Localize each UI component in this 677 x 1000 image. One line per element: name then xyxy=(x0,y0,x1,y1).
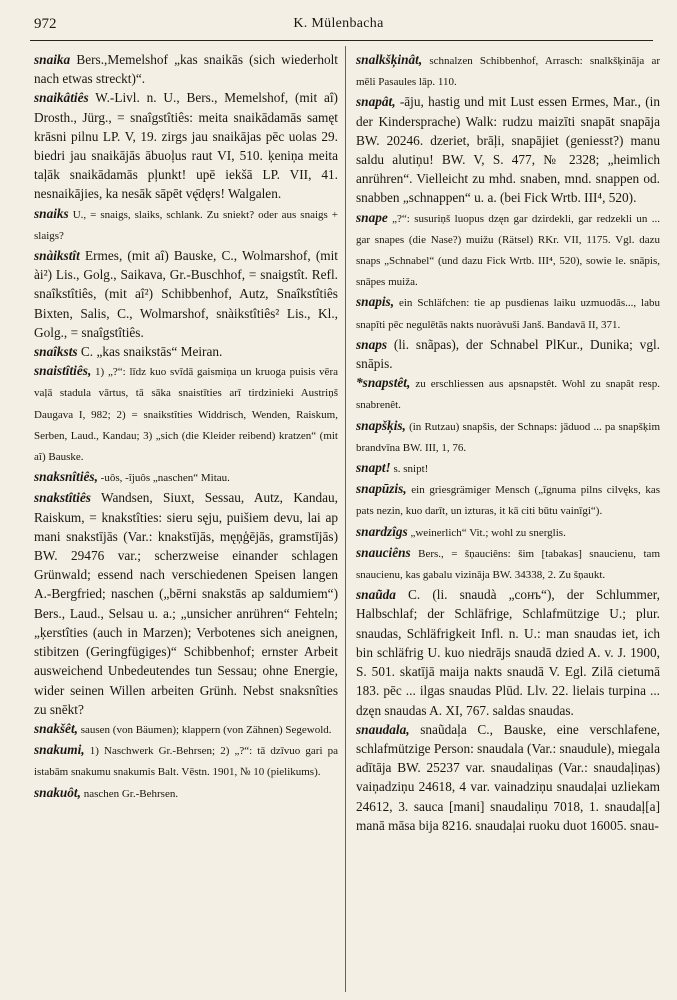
dictionary-entry xyxy=(34,88,338,203)
dictionary-entry xyxy=(356,335,660,373)
dictionary-entry xyxy=(34,783,338,804)
entry-text: s. snipt! xyxy=(390,463,429,476)
entry-headword: snaiks xyxy=(34,205,69,221)
entry-headword: snardzîgs xyxy=(356,523,408,539)
column-divider xyxy=(345,46,346,992)
dictionary-entry xyxy=(356,458,660,479)
dictionary-entry xyxy=(34,50,338,88)
entry-text: C. (li. snaudà „сонъ“), der Schlummer, Halbschlaf; der Schläfrige, Schlafmützige U.; plur. snaudas, Schläfrigkeit Infl. n. U.: man snaudas iet, ich bin schläfrig U. kuo niedrājs snaudā dzied A. v. J. 1900, S. 501. skatījā maija nakts snaudā V. Egl. Zilā cietumā 183. pēc ... ilgas snaudas Plūd. Llv. 22. lielais turpina ... dzęn snaudas A. XI, 767. saldas snaudas. xyxy=(356,587,660,718)
entry-headword: snaikâtiês xyxy=(34,90,89,106)
dictionary-entry xyxy=(34,719,338,740)
entry-text: snaũdaļa C., Bauske, eine verschlafene, schlafmützige Person: snaudala (Var.: snaudule), miegala adītāja BW. 25237 var. snaudaliņas (Var.: snaudaļiņas) vaiņadziņu 24618, 4 var. vainadziņu snaudaļai uzliekam 24612, 3. sauca [mani] snaudaliņu 7018, 1. snaudaļ[a] manā māsa bija 8216. snaudaļai ruoku duot 16005. snau- xyxy=(356,721,660,833)
entry-headword: snakumi, xyxy=(34,742,85,758)
left-column xyxy=(34,50,338,804)
entry-headword: snaũda xyxy=(356,587,396,603)
entry-headword: snaîksts xyxy=(34,344,78,360)
entry-text: schnalzen Schibbenhof, Arrasch: snalkšķināja ar mēli Pasaules lāp. 110. xyxy=(356,55,660,89)
dictionary-entry xyxy=(356,416,660,458)
dictionary-entry xyxy=(356,373,660,415)
entry-headword: snaksnîtiês, xyxy=(34,469,98,485)
entry-headword: snaudala, xyxy=(356,721,410,737)
dictionary-entry xyxy=(34,204,338,246)
entry-headword: snapūzis, xyxy=(356,481,407,497)
entry-text: 1) Naschwerk Gr.-Behrsen; 2) „?“: tā dzīvuo gari pa istabām snakumu snakumis Balt. Vēstn. 1901, № 10 (pielikums). xyxy=(34,745,338,779)
entry-headword: snapât, xyxy=(356,94,396,110)
entry-headword: snaika xyxy=(34,52,71,67)
entry-text: ein Schläfchen: tie ap pusdienas laiku uzmuodās..., labu snapīti pēc negulētās nakts nuoràvuši Janš. Bandavā II, 371. xyxy=(356,297,660,331)
dictionary-entry xyxy=(34,488,338,718)
entry-text: (li. snãpas), der Schnabel PlKur., Dunika; vgl. snāpis. xyxy=(356,336,660,372)
dictionary-entry xyxy=(34,342,338,361)
entry-headword: snakstîtiês xyxy=(34,490,91,506)
entry-text: -āju, hastig und mit Lust essen Ermes, Mar., (in der Kindersprache) Walk: rudzu maizīti snapāt snapāja BW. 20246. dzeriet, brāļi, snapājiet (geniesst?) manu saldu alutiņu! BW. V, S. 477, № 2328; „heimlich anrühren“. Vielleicht zu mhd. snaben, mnd. snappen od. snabben „schnappen“ u. a. (bei Fick Wrtb. III⁴, 520). xyxy=(356,94,660,206)
page-header xyxy=(34,14,643,36)
page-number: 972 xyxy=(34,16,57,32)
dictionary-entry xyxy=(356,479,660,521)
entry-text: „?“: susuriņš luopus dzęn gar dzirdekli, gar redzekli un ... gar snapes (die Nase?) muižu (Rätsel) RKr. VII, 1175. Vgl. dazu snaps „Schnabel“ (und dazu Fick Wrtb. III⁴, 520), sowie le. snāpis, snāpes muiža. xyxy=(356,212,660,289)
dictionary-entry xyxy=(356,292,660,334)
dictionary-entry xyxy=(34,246,338,342)
entry-headword: snalkšķinât, xyxy=(356,52,423,67)
entry-headword: snaps xyxy=(356,336,388,352)
entry-headword: snapšķis, xyxy=(356,417,406,433)
right-column xyxy=(356,50,660,835)
entry-text: 1) „?“: līdz kuo svīdā gaismiņa un kruoga puisis vēra vaļā stadula vārtus, tā sāka snaistīties arī tirdzinieki Austriņš Daugava I, 982; 2) = snaikstîties Widdrisch, Wenden, Raiskum, Serben, Laud., Kandau; 3) „sich (die Kleider reibend) kratzen“ (mit aî) Bauske. xyxy=(34,366,338,464)
dictionary-entry xyxy=(356,720,660,835)
entry-headword: snapis, xyxy=(356,294,395,310)
entry-headword: snape xyxy=(356,209,388,225)
header-rule xyxy=(30,40,653,41)
entry-text: „weinerlich“ Vit.; wohl zu snerglis. xyxy=(407,526,566,539)
dictionary-entry xyxy=(356,543,660,585)
entry-text: zu erschliessen aus apsnapstêt. Wohl zu snapât resp. snabrenêt. xyxy=(356,378,660,412)
entry-text: ein griesgrämiger Mensch („īgnuma pilns cilvęks, kas pats nezin, kuo darīt, un izturas, it kā citi būtu vainīgi“). xyxy=(356,484,660,518)
entry-headword: snauciêns xyxy=(356,544,411,560)
dictionary-entry xyxy=(34,740,338,782)
dictionary-entry xyxy=(356,522,660,543)
entry-text: Wandsen, Siuxt, Sessau, Autz, Kandau, Raiskum, = knakstîties: sieru sęju, puišiem devu, lai ap mani snakstījās (Var.: knakstījās, męņģējās, gramstījās) BW. 29476 var.; scherzweise einander schlagen Grünwald; essend nach verschiedenen Speisen langen A.-Bergfried; naschen („bērni snakstās ap saldumiem“) Bers., Laud., Selsau u. a.; „unsicher anrühren“ Fehteln; „ķerstîties (auch in Marzen); Verbotenes sich aneignen, stibitzen (Geringfügiges)“ Schibbenhof; ernster Arbeit ausweichend Unbedeutendes tun Sessau; ohne Energie, wider seinen Willen arbeiten Grünh. Nebst snaksnîties zu snēkt? xyxy=(34,490,338,717)
entry-text: Bers.,Memelshof „kas snaikās (sich wiederholt nach etwas streckt)“. xyxy=(34,52,338,87)
entry-text: C. „kas snaikstās“ Meiran. xyxy=(77,344,223,360)
entry-text: sausen (von Bäumen); klappern (von Zähnen) Segewold. xyxy=(77,723,332,736)
entry-headword: snakuôt, xyxy=(34,784,81,800)
entry-headword: snaistîtiês, xyxy=(34,363,92,379)
dictionary-entry xyxy=(356,50,660,92)
entry-text: Ermes, (mit aî) Bauske, C., Wolmarshof, (mit ài²) Lis., Golg., Saikava, Gr.-Buschhof, = snaigstît. Refl. snaîkstîtiês, (mit aî²) Schibbenhof, Autz, Snaîkstîtiês Bixten, Salis, C., Wolmarshof, snàikstîtiês² Lis., Kl., Golg., = snaîgstîtiês. xyxy=(34,248,338,340)
entry-headword: snakšêt, xyxy=(34,720,78,736)
dictionary-entry xyxy=(356,585,660,719)
entry-text: naschen Gr.-Behrsen. xyxy=(80,787,179,800)
entry-text: Bers., = šņauciêns: šim [tabakas] snaucienu, tam snaucienu, kas gabalu vizināja BW. 34338, 2. Zu šņaukt. xyxy=(356,547,660,582)
entry-text: -uôs, -îjuôs „naschen“ Mitau. xyxy=(97,472,230,485)
dictionary-entry xyxy=(356,92,660,207)
entry-headword: snàikstît xyxy=(34,248,80,264)
entry-text: (in Rutzau) snapšis, der Schnaps: jāduod ... pa snapšķim brandvīna BW. III, 1, 76. xyxy=(356,420,660,454)
entry-text: U., = snaigs, slaiks, schlank. Zu sniekt? oder aus snaigs + slaigs? xyxy=(34,208,338,242)
dictionary-entry xyxy=(34,361,338,467)
entry-headword: snapt! xyxy=(356,460,391,476)
dictionary-entry xyxy=(34,467,338,488)
running-head: K. Mülenbacha xyxy=(293,16,384,31)
entry-text: W.-Livl. n. U., Bers., Memelshof, (mit aî) Drosth., Jürg., = snaîgstîtiês: meita snaikādamās samęt krāsni pilnu LP. V, 19. zirgs jau snaikājas pēc uolas 29. biedri jau snaikājās ābuoļus raut VI, 510. ķeniņa meita taļāk snaikādamās pļunkt! upē iekšā LP. VII, 41. nesnaikājies, ka nesāk sāpēt vę̄dęrs! Walgalen. xyxy=(34,90,338,202)
entry-headword: *snapstêt, xyxy=(356,375,411,391)
dictionary-entry xyxy=(356,208,660,293)
